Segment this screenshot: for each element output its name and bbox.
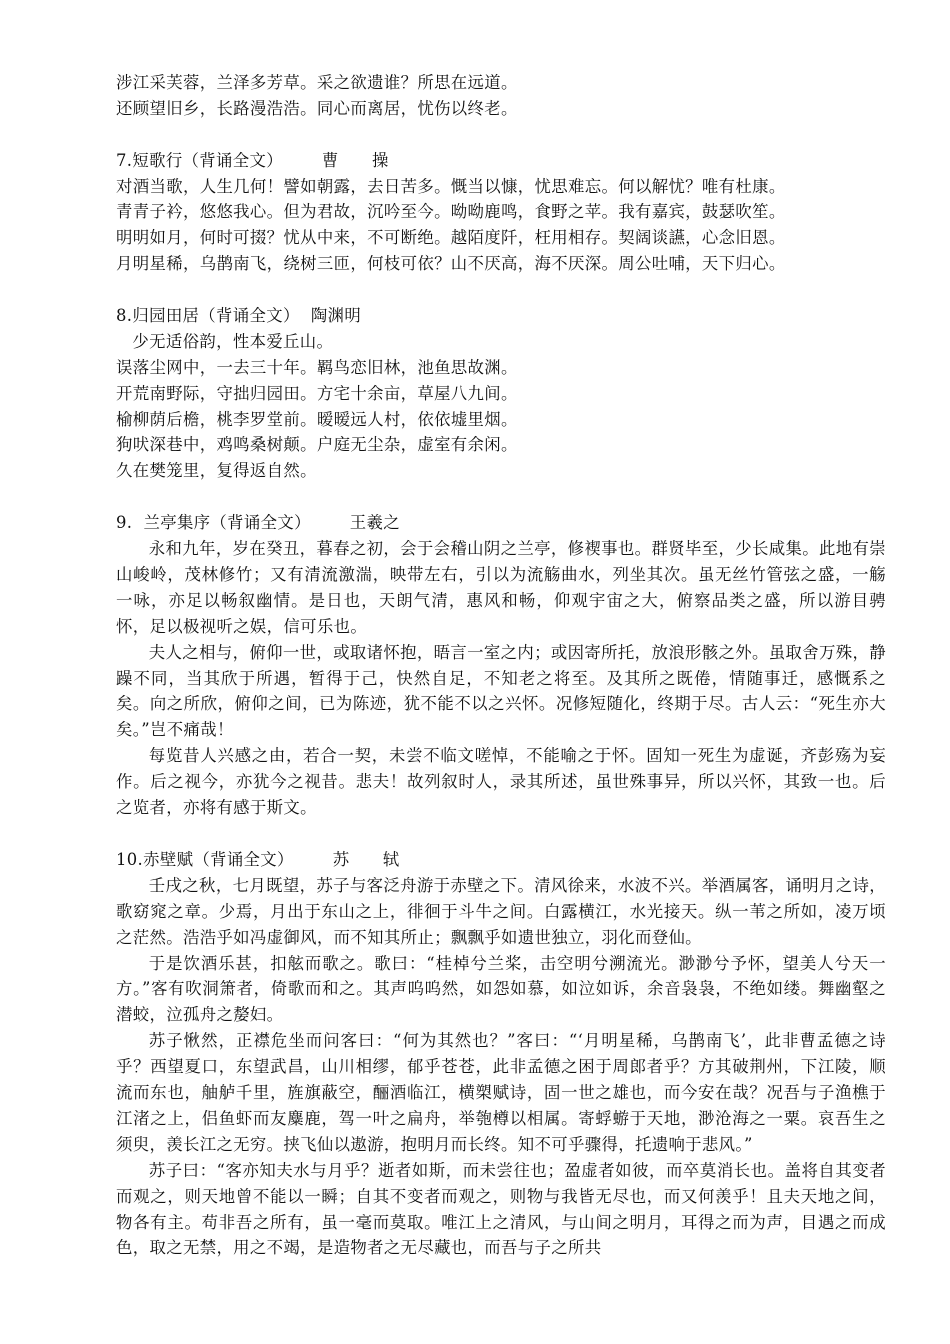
prose-paragraph: 每览昔人兴感之由，若合一契，未尝不临文嗟悼，不能喻之于怀。固知一死生为虚诞，齐彭殇为妄作。后之视今，亦犹今之视昔。悲夫！故列叙时人，录其所述，虽世殊事异，所以兴怀，其致一也。后之览者，亦将有感于斯文。 <box>116 746 886 818</box>
poem-line: 对酒当歌，人生几何！譬如朝露，去日苦多。慨当以慷，忧思难忘。何以解忧？唯有杜康。 <box>116 176 786 196</box>
prose-paragraph: 永和九年，岁在癸丑，暮春之初，会于会稽山阴之兰亭，修褉事也。群贤毕至，少长咸集。此地有崇山峻岭，茂林修竹；又有清流激湍，映带左右，引以为流觞曲水，列坐其次。虽无丝竹管弦之盛，一觞一咏，亦足以畅叙幽情。是日也，天朗气清，惠风和畅，仰观宇宙之大，俯察品类之盛，所以游目骋怀，足以极视听之娱，信可乐也。 <box>116 539 886 636</box>
section-gui-yuan-tian-ju <box>116 303 886 484</box>
section-lan-ting-ji-xu <box>116 510 886 821</box>
section-title: 7.短歌行（背诵全文） 曹 操 <box>116 150 389 170</box>
section-gap <box>116 821 886 847</box>
poem-line: 少无适俗韵，性本爱丘山。 <box>132 331 334 351</box>
poem-line: 久在樊笼里，复得返自然。 <box>116 461 317 481</box>
poem-line: 榆柳荫后檐，桃李罗堂前。暧暧远人村，依依墟里烟。 <box>116 409 518 429</box>
prose-paragraph: 苏子愀然，正襟危坐而问客曰：“何为其然也？”客曰：“‘月明星稀，乌鹊南飞’，此非曹孟德之诗乎？西望夏口，东望武昌，山川相缪，郁乎苍苍，此非孟德之困于周郎者乎？方其破荆州，下江陵，顺流而东也，舳舻千里，旌旗蔽空，酾酒临江，横槊赋诗，固一世之雄也，而今安在哉？况吾与子渔樵于江渚之上，侣鱼虾而友麋鹿，驾一叶之扁舟，举匏樽以相属。寄蜉蝣于天地，渺沧海之一粟。哀吾生之须臾，羡长江之无穷。挟飞仙以遨游，抱明月而长终。知不可乎骤得，托遗响于悲风。” <box>116 1031 886 1154</box>
poem-line: 明明如月，何时可掇？忧从中来，不可断绝。越陌度阡，枉用相存。契阔谈讌，心念旧恩。 <box>116 228 786 248</box>
poem-fragment <box>116 70 886 122</box>
poem-line: 误落尘网中，一去三十年。羁鸟恋旧林，池鱼思故渊。 <box>116 357 518 377</box>
section-chi-bi-fu <box>116 847 886 1261</box>
section-gap <box>116 277 886 303</box>
poem-line: 月明星稀，乌鹊南飞，绕树三匝，何枝可依？山不厌高，海不厌深。周公吐哺，天下归心。 <box>116 254 786 274</box>
section-title: 10.赤壁赋（背诵全文） 苏 轼 <box>116 849 400 869</box>
prose-paragraph: 壬戌之秋，七月既望，苏子与客泛舟游于赤壁之下。清风徐来，水波不兴。举酒属客，诵明月之诗，歌窈窕之章。少焉，月出于东山之上，徘徊于斗牛之间。白露横江，水光接天。纵一苇之所如，凌万顷之茫然。浩浩乎如冯虚御风，而不知其所止；飘飘乎如遗世独立，羽化而登仙。 <box>116 875 886 947</box>
prose-paragraph: 于是饮酒乐甚，扣舷而歌之。歌曰：“桂棹兮兰桨，击空明兮溯流光。渺渺兮予怀，望美人兮天一方。”客有吹洞箫者，倚歌而和之。其声呜呜然，如怨如慕，如泣如诉，余音袅袅，不绝如缕。舞幽壑之潜蛟，泣孤舟之嫠妇。 <box>116 953 886 1025</box>
section-title: 8.归园田居（背诵全文） 陶渊明 <box>116 306 362 326</box>
document-page <box>116 70 886 1261</box>
poem-line: 狗吠深巷中，鸡鸣桑树颠。户庭无尘杂，虚室有余闲。 <box>116 435 518 455</box>
section-gap <box>116 122 886 148</box>
poem-line: 涉江采芙蓉，兰泽多芳草。采之欲遗谁？所思在远道。 <box>116 73 518 92</box>
poem-line: 青青子衿，悠悠我心。但为君故，沉吟至今。呦呦鹿鸣，食野之苹。我有嘉宾，鼓瑟吹笙。 <box>116 202 786 222</box>
section-gap <box>116 484 886 510</box>
section-duan-ge-xing <box>116 148 886 277</box>
prose-paragraph: 苏子曰：“客亦知夫水与月乎？逝者如斯，而未尝往也；盈虚者如彼，而卒莫消长也。盖将自其变者而观之，则天地曾不能以一瞬；自其不变者而观之，则物与我皆无尽也，而又何羡乎！且夫天地之间，物各有主。苟非吾之所有，虽一毫而莫取。唯江上之清风，与山间之明月，耳得之而为声，目遇之而成色，取之无禁，用之不竭，是造物者之无尽藏也，而吾与子之所共 <box>116 1160 886 1258</box>
section-title: 9. 兰亭集序（背诵全文） 王羲之 <box>116 513 401 533</box>
prose-paragraph: 夫人之相与，俯仰一世，或取诸怀抱，晤言一室之内；或因寄所托，放浪形骸之外。虽取舍万殊，静躁不同，当其欣于所遇，暂得于己，快然自足，不知老之将至。及其所之既倦，情随事迁，感慨系之矣。向之所欣，俯仰之间，已为陈迹，犹不能不以之兴怀。况修短随化，终期于尽。古人云：“死生亦大矣。”岂不痛哉！ <box>116 642 886 740</box>
poem-line: 还顾望旧乡，长路漫浩浩。同心而离居，忧伤以终老。 <box>116 98 518 118</box>
poem-line: 开荒南野际，守拙归园田。方宅十余亩，草屋八九间。 <box>116 383 518 403</box>
